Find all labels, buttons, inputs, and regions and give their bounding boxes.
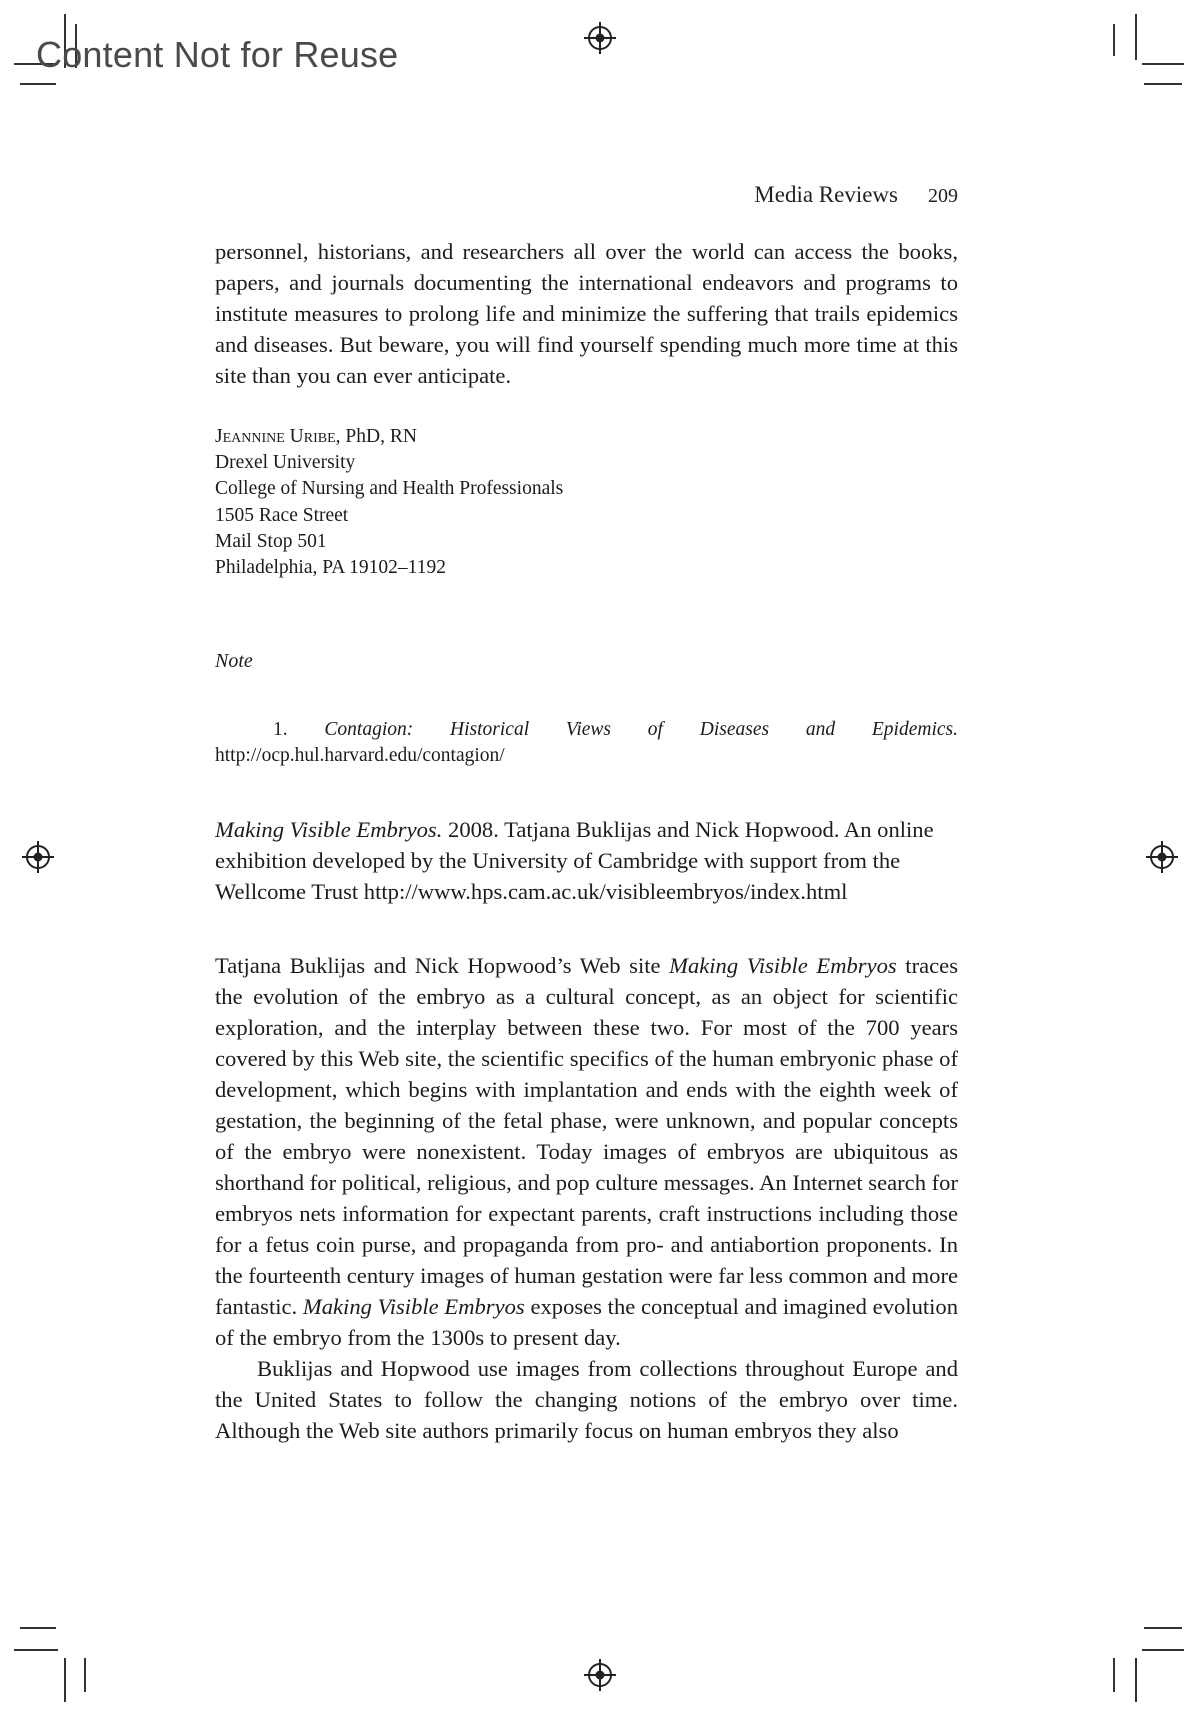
- page-number: 209: [928, 185, 958, 207]
- site-title: Making Visible Embryos: [302, 1294, 525, 1319]
- registration-mark-bottom: [584, 1659, 616, 1691]
- reviewer-name-line: [215, 424, 563, 450]
- running-head-title: Media Reviews: [754, 182, 898, 207]
- reviewer-signature: [215, 424, 563, 581]
- running-head: [754, 182, 958, 208]
- paragraph-text: traces the evolution of the embryo as a cultural concept, as an object for scientific exploration, and the interplay between these two. For most of the 700 years covered by this Web site, the scientific specifics of the human embryonic phase of development, which begins with implantation and ends with the eighth week of gestation, the beginning of the fetal phase, were unknown, and popular concepts of the embryo were nonexistent. Today images of embryos are ubiquitous as shorthand for political, religious, and pop culture messages. An Internet search for embryos nets information for expectant parents, craft instructions including those for a fetus coin purse, and propaganda from pro- and antiabortion proponents. In the fourteenth century images of human gestation were far less common and more fantastic.: [215, 953, 958, 1319]
- review-body: [215, 950, 958, 1446]
- review-citation: [215, 814, 958, 907]
- review-details: 2008. Tatjana Buklijas and Nick Hopwood. An online exhibition developed by the University of Cambridge with support from the Wellcome Trust http://www.hps.cam.ac.uk/visibleembryos/index.html: [215, 817, 934, 904]
- review-paragraph-1: [215, 950, 958, 1353]
- registration-mark-left: [22, 841, 54, 873]
- footnote: [215, 717, 958, 769]
- paragraph-text: Tatjana Buklijas and Nick Hopwood’s Web site: [215, 953, 670, 978]
- crop-mark-bottom-right: [1100, 1610, 1200, 1714]
- address-line: 1505 Race Street: [215, 504, 349, 526]
- watermark-text: Content Not for Reuse: [36, 34, 399, 75]
- reviewer-name: Jeannine Uribe: [215, 426, 336, 447]
- affiliation-line: Drexel University: [215, 452, 356, 474]
- reviewer-credentials: , PhD, RN: [335, 426, 417, 447]
- footnote-title: Contagion: Historical Views of Diseases and Epidemics.: [324, 719, 958, 740]
- intro-paragraph: personnel, historians, and researchers all over the world can access the books, papers, and journals documenting the international endeavors and programs to institute measures to prolong life and minimize the suffering that trails epidemics and diseases. But beware, you will find yourself spending much more time at this site than you can ever anticipate.: [215, 239, 958, 388]
- site-title: Making Visible Embryos: [669, 953, 897, 978]
- paragraph-text: exposes the conceptual and imagined evolution of the embryo from the 1300s to present day.: [215, 1294, 959, 1350]
- affiliation-line: College of Nursing and Health Professionals: [215, 478, 564, 500]
- review-title: Making Visible Embryos.: [215, 817, 443, 842]
- intro-paragraph-block: [215, 236, 958, 391]
- note-heading: Note: [215, 650, 253, 672]
- address-line: Mail Stop 501: [215, 530, 327, 552]
- crop-mark-bottom-left: [0, 1610, 110, 1714]
- address-line: Philadelphia, PA 19102–1192: [215, 557, 446, 579]
- registration-mark-top: [584, 22, 616, 54]
- crop-mark-top-right: [1100, 0, 1200, 100]
- registration-mark-right: [1146, 841, 1178, 873]
- review-paragraph-2: Buklijas and Hopwood use images from collections throughout Europe and the United States to follow the changing notions of the embryo over time. Although the Web site authors primarily focus on human embryos they also: [215, 1356, 958, 1443]
- footnote-number: 1.: [273, 719, 288, 740]
- footnote-url[interactable]: http://ocp.hul.harvard.edu/contagion/: [215, 745, 505, 766]
